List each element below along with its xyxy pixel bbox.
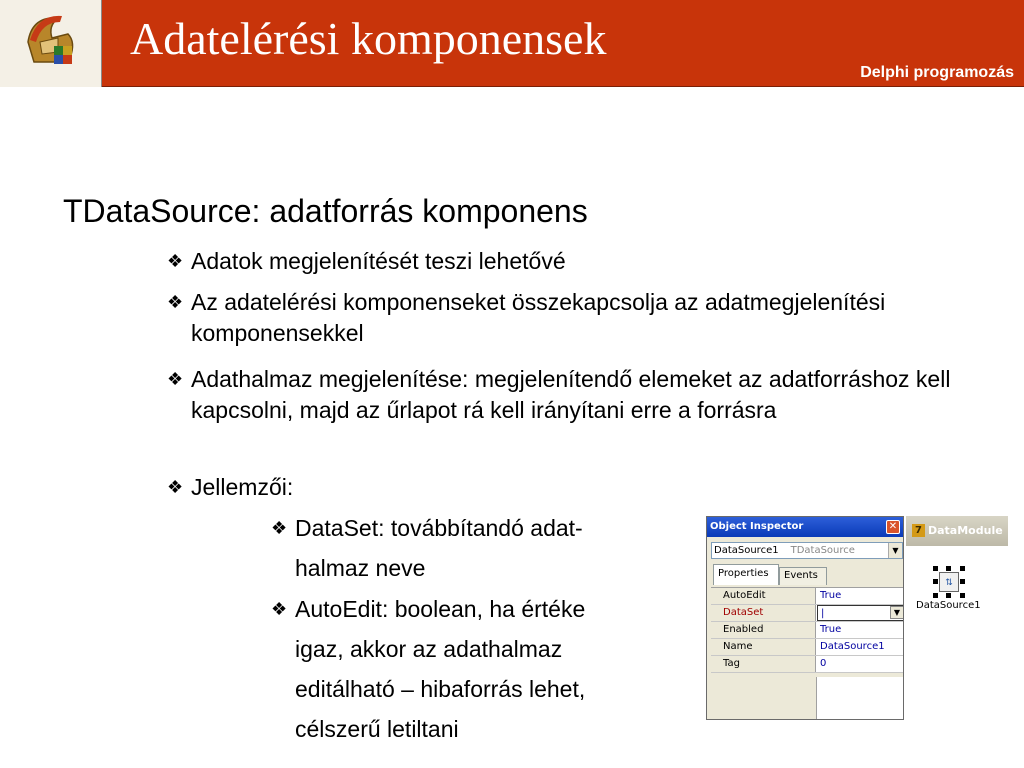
selection-handle[interactable] — [960, 579, 965, 584]
slide-header — [0, 0, 1024, 87]
diamond-bullet-icon: ❖ — [167, 251, 184, 271]
selection-handle[interactable] — [960, 566, 965, 571]
component-label: DataSource1 — [916, 600, 981, 611]
sub-bullet-line: célszerű letiltani — [295, 716, 459, 742]
property-name: AutoEdit — [711, 588, 816, 604]
sub-bullet-item — [271, 589, 691, 749]
property-row[interactable] — [711, 588, 904, 605]
property-value[interactable]: DataSource1 — [820, 641, 885, 652]
selection-handle[interactable] — [933, 593, 938, 598]
selection-handle[interactable] — [960, 593, 965, 598]
property-row[interactable] — [711, 639, 904, 656]
slide-subtitle: Delphi programozás — [860, 64, 1014, 81]
sub-bullet-line: igaz, akkor az adathalmaz — [295, 636, 563, 662]
property-value-input[interactable]: | — [817, 605, 904, 621]
component-selector[interactable] — [711, 542, 903, 559]
property-value[interactable]: True — [820, 590, 842, 601]
property-name: Name — [711, 639, 816, 655]
property-row[interactable] — [711, 622, 904, 639]
datasource-component[interactable] — [933, 566, 965, 598]
property-name: Tag — [711, 656, 816, 672]
selection-handle[interactable] — [933, 579, 938, 584]
logo-box — [0, 0, 102, 87]
object-inspector-title: Object Inspector — [710, 521, 804, 532]
chevron-down-icon[interactable]: ▼ — [890, 606, 904, 619]
bullet-item — [167, 472, 987, 503]
close-icon[interactable]: ✕ — [886, 520, 900, 534]
sub-bullet-line: halmaz neve — [295, 555, 426, 581]
component-name: DataSource1 — [714, 545, 779, 556]
bullet-item — [167, 287, 987, 349]
datamodule-title: DataModule — [928, 524, 1003, 537]
object-inspector-window — [706, 516, 904, 720]
property-name: Enabled — [711, 622, 816, 638]
bullet-text: Adathalmaz megjelenítése: megjelenítendő elemeket az adatforráshoz kell kapcsolni, majd az űrlapot rá kell irányítani erre a forrásra — [191, 366, 951, 423]
bullet-item — [167, 246, 987, 277]
component-type: TDataSource — [790, 545, 855, 556]
property-value[interactable]: 0 — [820, 658, 827, 669]
diamond-bullet-icon: ❖ — [167, 292, 184, 312]
property-name-column — [711, 677, 817, 720]
property-grid — [711, 587, 904, 673]
sub-bullet-line: editálható – hibaforrás lehet, — [295, 676, 586, 702]
datamodule-window — [906, 516, 1008, 720]
bullet-text: Az adatelérési komponenseket összekapcsolja az adatmegjelenítési komponensekkel — [191, 289, 886, 346]
tab-events[interactable]: Events — [779, 567, 827, 585]
selection-handle[interactable] — [946, 566, 951, 571]
sub-bullet-line: AutoEdit: boolean, ha értéke — [295, 596, 586, 622]
diamond-bullet-icon: ❖ — [167, 477, 184, 497]
property-row[interactable] — [711, 656, 904, 673]
diamond-bullet-icon: ❖ — [271, 599, 288, 619]
datasource-icon: ⇅ — [939, 572, 959, 592]
bullet-item — [167, 364, 987, 426]
property-row[interactable] — [711, 605, 904, 622]
diamond-bullet-icon: ❖ — [167, 369, 184, 389]
bullet-text: Adatok megjelenítését teszi lehetővé — [191, 248, 566, 274]
sub-bullet-item — [271, 508, 691, 588]
property-grid-empty — [711, 677, 904, 720]
property-name: DataSet — [711, 605, 816, 621]
datamodule-titlebar — [906, 516, 1008, 546]
sub-bullet-line: DataSet: továbbítandó adat- — [295, 515, 583, 541]
selection-handle[interactable] — [946, 593, 951, 598]
diamond-bullet-icon: ❖ — [271, 518, 288, 538]
spartan-helmet-icon — [18, 12, 84, 74]
selection-handle[interactable] — [933, 566, 938, 571]
bullet-text: Jellemzői: — [191, 474, 294, 500]
slide-title: Adatelérési komponensek — [130, 13, 607, 64]
section-heading: TDataSource: adatforrás komponens — [63, 193, 588, 229]
object-inspector-titlebar — [707, 517, 903, 537]
delphi-icon: 7 — [912, 524, 925, 537]
property-value[interactable]: True — [820, 624, 842, 635]
chevron-down-icon[interactable]: ▼ — [888, 543, 902, 558]
tab-properties[interactable]: Properties — [713, 564, 779, 585]
